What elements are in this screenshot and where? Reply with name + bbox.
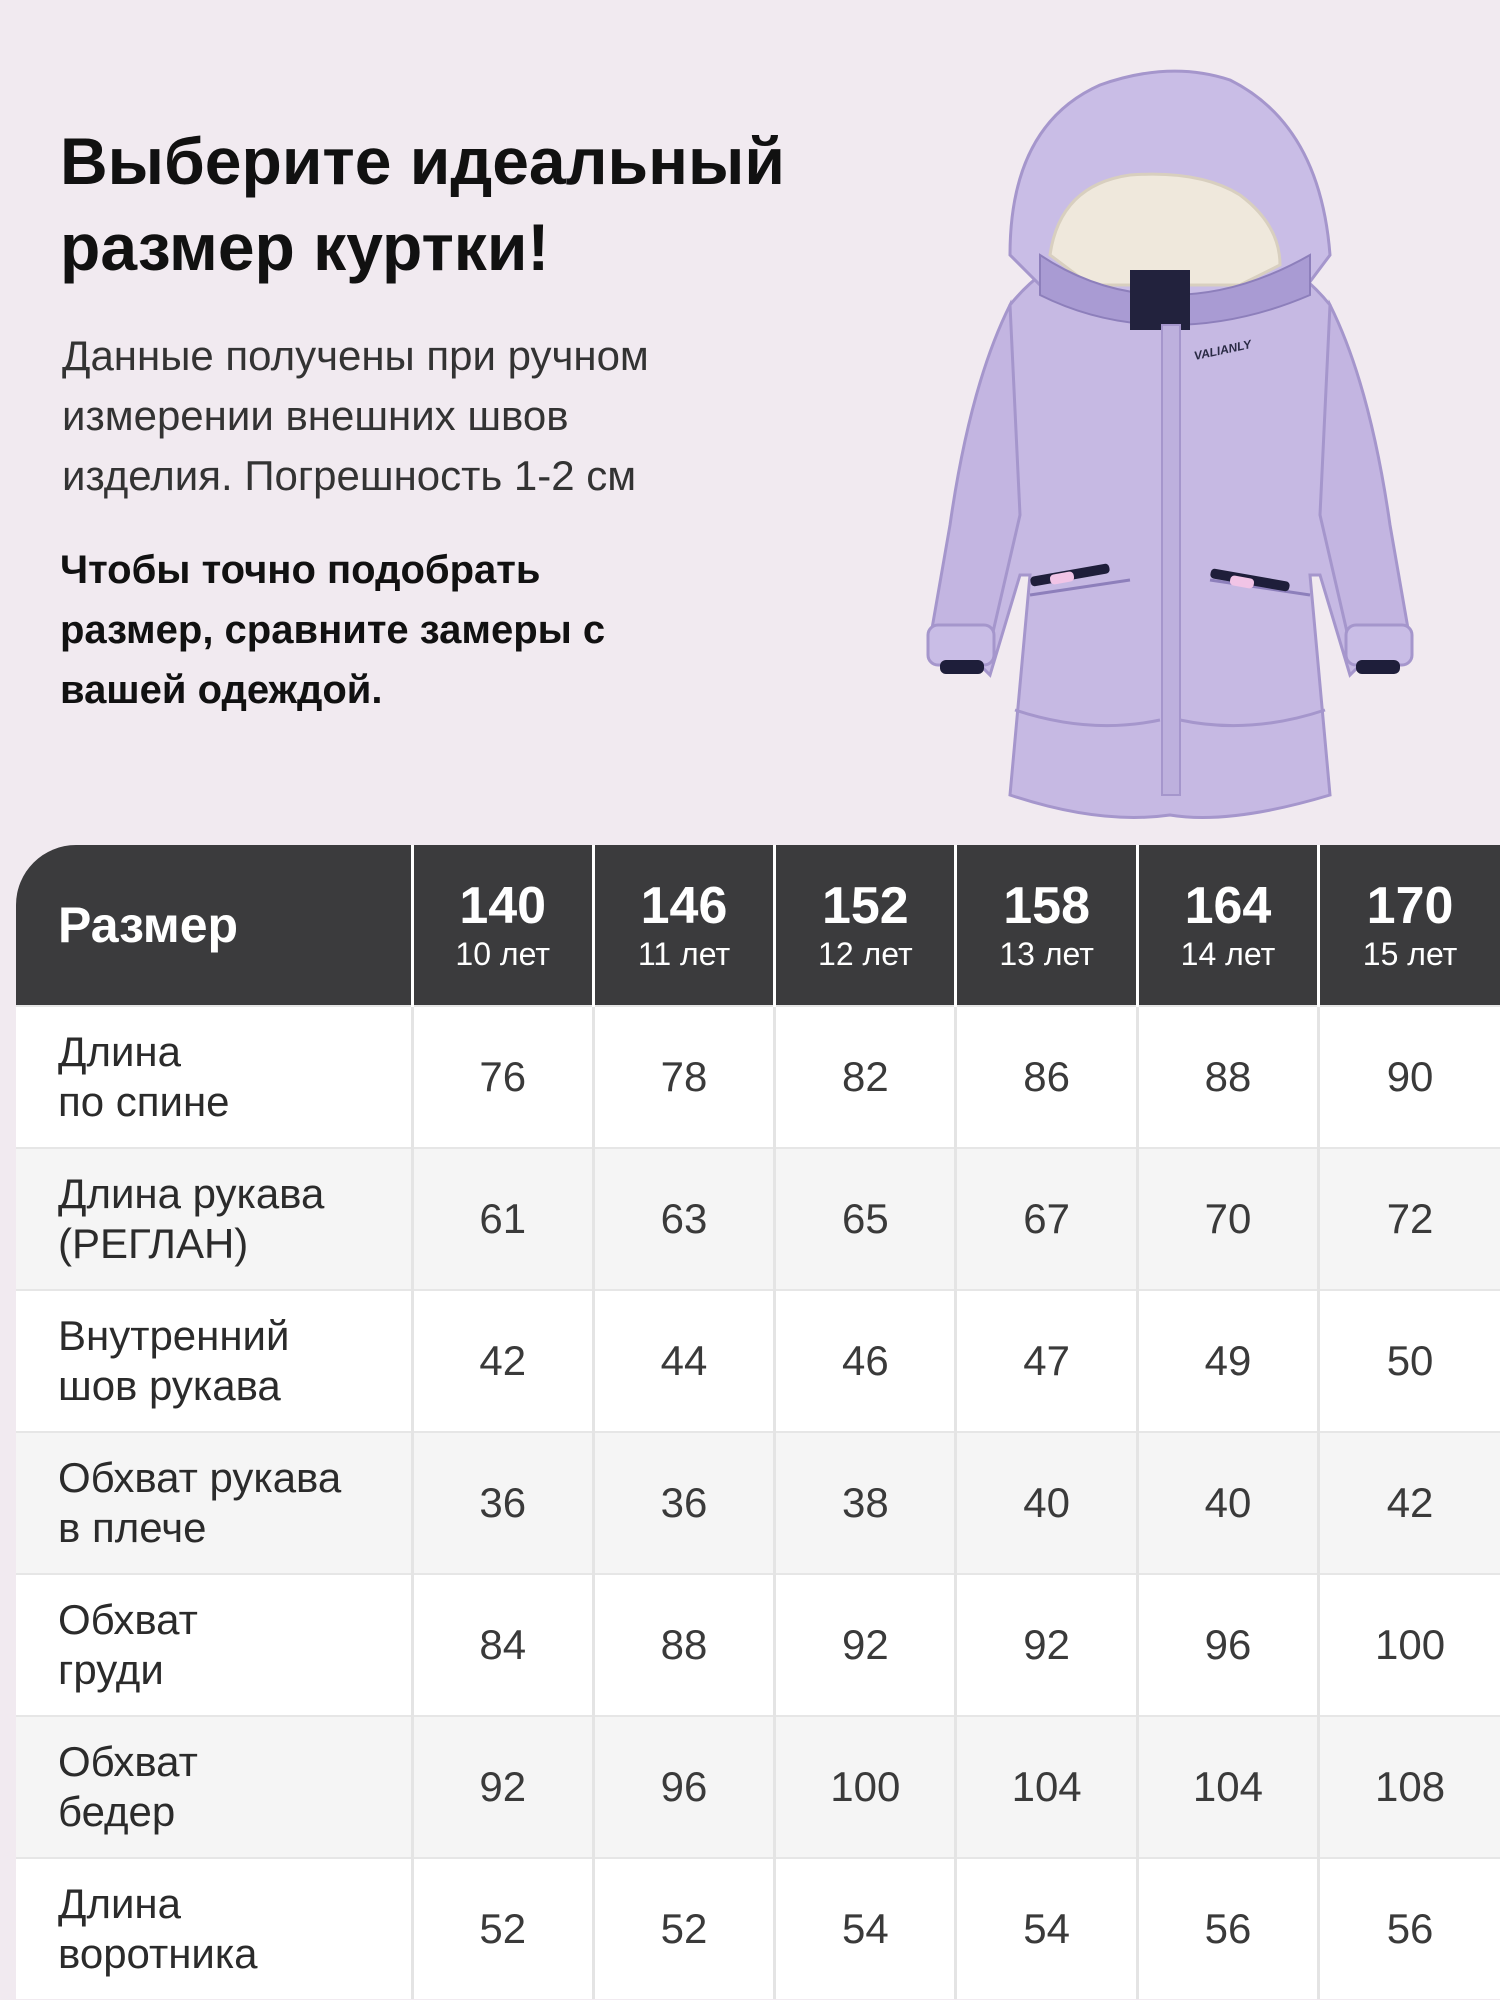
table-cell: 49 [1137, 1290, 1318, 1432]
row-label: Длина по спине [16, 1006, 412, 1148]
table-cell: 70 [1137, 1148, 1318, 1290]
table-cell: 78 [593, 1006, 774, 1148]
table-cell: 36 [412, 1432, 593, 1574]
table-cell: 76 [412, 1006, 593, 1148]
table-row [16, 1574, 1500, 1716]
size-number: 164 [1184, 877, 1272, 935]
row-label: Длина воротника [16, 1858, 412, 1999]
table-row [16, 1716, 1500, 1858]
size-column-header [1319, 845, 1500, 1006]
table-cell: 92 [775, 1574, 956, 1716]
table-row [16, 1006, 1500, 1148]
size-header-label: Размер [16, 845, 412, 1006]
table-cell: 67 [956, 1148, 1137, 1290]
table-cell: 88 [1137, 1006, 1318, 1148]
table-cell: 44 [593, 1290, 774, 1432]
size-age: 14 лет [1180, 936, 1276, 972]
table-cell: 104 [956, 1716, 1137, 1858]
table-cell: 36 [593, 1432, 774, 1574]
table-cell: 50 [1319, 1290, 1500, 1432]
row-label: Внутренний шов рукава [16, 1290, 412, 1432]
jacket-brand-text: VALIANLY [1192, 337, 1253, 363]
table-cell: 88 [593, 1574, 774, 1716]
table-row [16, 1290, 1500, 1432]
size-column-header [1137, 845, 1318, 1006]
table-cell: 46 [775, 1290, 956, 1432]
table-cell: 100 [775, 1716, 956, 1858]
size-number: 140 [459, 877, 547, 935]
table-cell: 56 [1319, 1858, 1500, 1999]
row-label: Обхват рукава в плече [16, 1432, 412, 1574]
table-cell: 100 [1319, 1574, 1500, 1716]
table-cell: 92 [956, 1574, 1137, 1716]
size-number: 146 [640, 877, 728, 935]
jacket-image [900, 55, 1440, 835]
size-age: 11 лет [637, 936, 731, 972]
size-number: 158 [1003, 877, 1091, 935]
size-column-header [412, 845, 593, 1006]
table-cell: 40 [1137, 1432, 1318, 1574]
table-cell: 42 [412, 1290, 593, 1432]
size-chart [16, 845, 1500, 1999]
table-cell: 108 [1319, 1716, 1500, 1858]
table-cell: 54 [775, 1858, 956, 1999]
table-cell: 52 [412, 1858, 593, 1999]
size-age: 12 лет [818, 936, 913, 972]
size-column-header [593, 845, 774, 1006]
size-age: 15 лет [1362, 936, 1458, 972]
table-row [16, 1858, 1500, 1999]
row-label: Длина рукава (РЕГЛАН) [16, 1148, 412, 1290]
jacket-left-cuff [928, 625, 994, 665]
table-cell: 65 [775, 1148, 956, 1290]
size-table [16, 845, 1500, 1999]
table-cell: 38 [775, 1432, 956, 1574]
measurement-note: Данные получены при ручном измерении внешних швов изделия. Погрешность 1-2 см [62, 332, 649, 499]
jacket-right-cuff [1346, 625, 1412, 665]
row-label: Обхват бедер [16, 1716, 412, 1858]
table-cell: 82 [775, 1006, 956, 1148]
table-cell: 56 [1137, 1858, 1318, 1999]
table-cell: 96 [593, 1716, 774, 1858]
jacket-placket [1162, 325, 1180, 795]
table-cell: 52 [593, 1858, 774, 1999]
table-cell: 104 [1137, 1716, 1318, 1858]
size-age: 10 лет [455, 936, 550, 972]
row-label: Обхват груди [16, 1574, 412, 1716]
size-number: 170 [1366, 877, 1454, 935]
page-title: Выберите идеальный размер куртки! [60, 124, 785, 284]
size-number: 152 [821, 877, 909, 935]
table-row [16, 1148, 1500, 1290]
table-cell: 63 [593, 1148, 774, 1290]
size-age: 13 лет [999, 936, 1094, 972]
size-column-header [956, 845, 1137, 1006]
table-cell: 42 [1319, 1432, 1500, 1574]
table-cell: 96 [1137, 1574, 1318, 1716]
table-cell: 84 [412, 1574, 593, 1716]
comparison-tip: Чтобы точно подобрать размер, сравните замеры с вашей одеждой. [60, 548, 606, 712]
size-column-header [775, 845, 956, 1006]
table-header-row [16, 845, 1500, 1006]
table-cell: 90 [1319, 1006, 1500, 1148]
table-row [16, 1432, 1500, 1574]
table-cell: 54 [956, 1858, 1137, 1999]
table-cell: 72 [1319, 1148, 1500, 1290]
table-cell: 61 [412, 1148, 593, 1290]
table-cell: 92 [412, 1716, 593, 1858]
table-cell: 86 [956, 1006, 1137, 1148]
table-cell: 40 [956, 1432, 1137, 1574]
table-cell: 47 [956, 1290, 1137, 1432]
